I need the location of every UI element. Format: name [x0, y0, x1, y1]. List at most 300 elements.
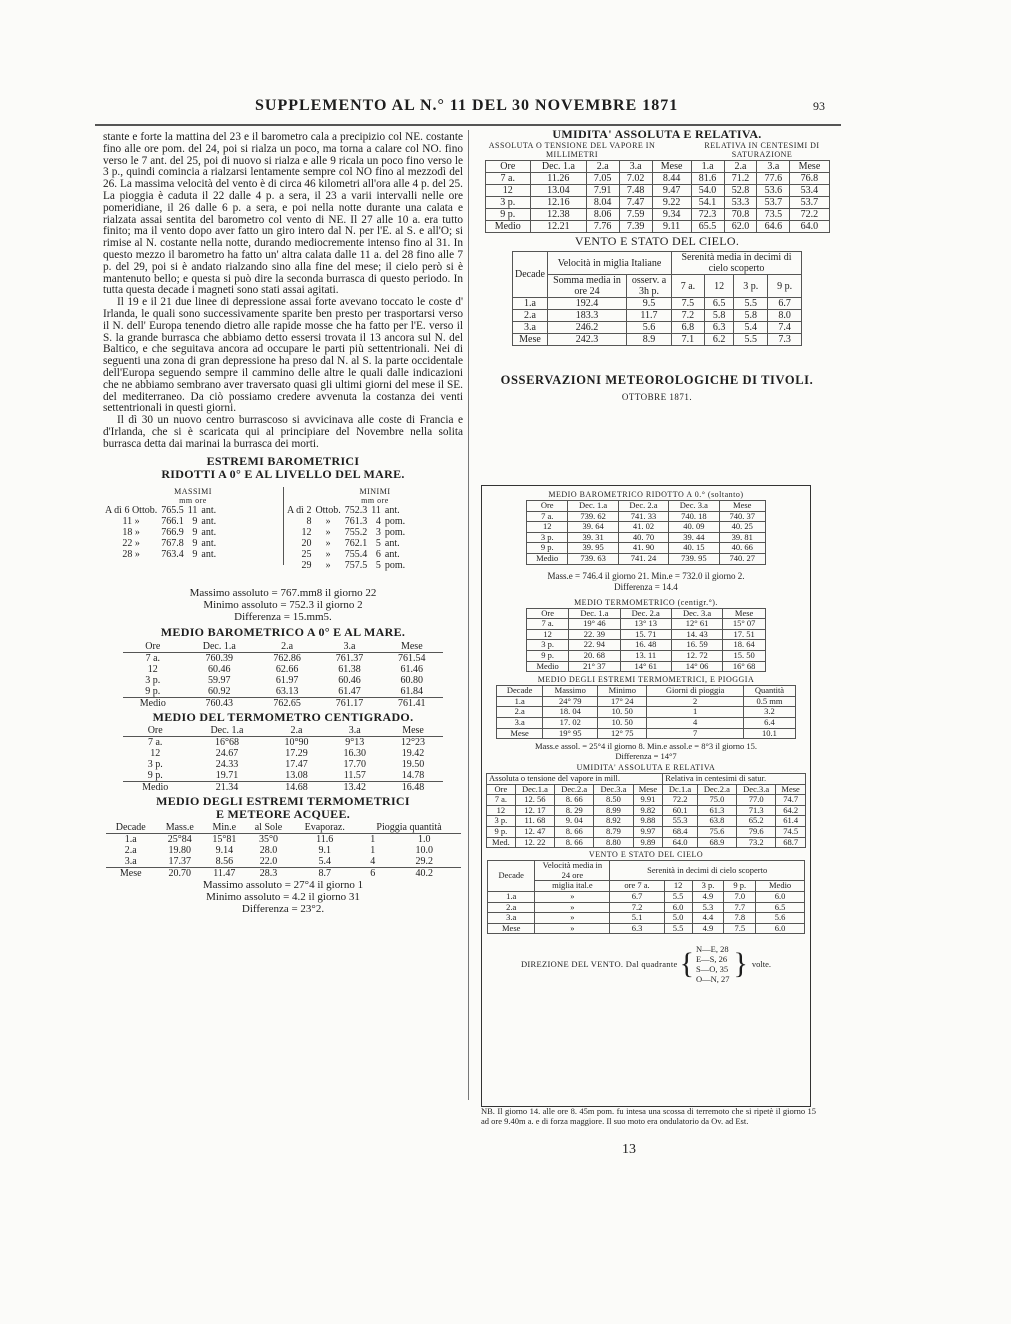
cell: 81.6	[691, 173, 724, 185]
cell: 757.5	[344, 559, 368, 571]
table-row	[485, 197, 829, 209]
cell: 6.7	[768, 298, 802, 310]
umidita-table	[485, 160, 830, 233]
cell: 8.92	[594, 816, 633, 827]
cell: 6	[370, 867, 376, 879]
cell: 5.6	[756, 913, 805, 924]
column-header: Dec. 2.a	[620, 608, 671, 619]
cell: 54.0	[691, 185, 724, 197]
cell: 8.44	[652, 173, 691, 185]
cell: 61.84	[400, 685, 424, 697]
cell: 2	[647, 696, 744, 707]
column-header: Dec.3.a	[594, 784, 633, 795]
cell: 74.7	[776, 795, 806, 806]
cell: 7 a.	[527, 511, 568, 522]
cell: 12	[527, 629, 569, 640]
summary-line: Mass.e = 746.4 il giorno 21. Min.e = 732.0 il giorno 2.	[547, 570, 745, 581]
cell: 9 p.	[145, 685, 161, 697]
tivoli-box	[481, 485, 811, 1107]
cell: 63.13	[275, 685, 299, 697]
cell: 7.3	[768, 334, 802, 346]
column-header: Min.e	[212, 821, 237, 833]
table-row	[527, 532, 766, 543]
cell: 10. 50	[598, 707, 647, 718]
cell: 9.5	[626, 298, 671, 310]
cell: 3.2	[743, 707, 795, 718]
cell: 9.88	[633, 816, 663, 827]
section-title: MEDIO DEL TERMOMETRO CENTIGRADO.	[152, 709, 414, 724]
cell: 8.56	[215, 855, 234, 867]
cell: 767.8	[161, 537, 184, 549]
cell: 21° 37	[569, 661, 620, 672]
cell: 5.5	[734, 298, 768, 310]
cell: Ottob.	[315, 504, 341, 516]
cell: pom.	[384, 515, 406, 527]
cell: 6.7	[610, 892, 664, 903]
tivoli-umidita-table	[486, 773, 806, 848]
cell: 11.47	[213, 867, 236, 879]
table-row	[285, 505, 407, 516]
table-row	[488, 913, 805, 924]
cell: 65.5	[691, 221, 724, 233]
table-row	[527, 661, 766, 672]
cell: 3.a	[497, 717, 543, 728]
cell: 20.70	[168, 867, 191, 879]
cell: 17.29	[285, 747, 308, 759]
cell: 77.6	[757, 173, 790, 185]
table-row	[106, 867, 461, 879]
cell: »	[535, 923, 610, 934]
cell: 25°84	[167, 833, 192, 845]
cell: 19.50	[401, 758, 425, 770]
cell: ant.	[201, 515, 217, 527]
column-header: Medio	[756, 881, 805, 892]
table-row	[527, 511, 766, 522]
table-row	[123, 675, 443, 686]
cell: 16. 59	[671, 640, 722, 651]
cell: 4	[375, 515, 381, 527]
cell: 6.5	[704, 298, 734, 310]
cell: Mese	[513, 334, 548, 346]
cell: 64.2	[776, 805, 806, 816]
cell: 11.57	[343, 769, 366, 781]
column-header: Dec. 1.a	[531, 161, 587, 173]
cell: »	[325, 559, 331, 571]
table-row	[103, 527, 218, 538]
cell: 740. 37	[719, 511, 765, 522]
table-row	[527, 640, 766, 651]
cell: 760.43	[205, 697, 233, 709]
table-row	[106, 833, 461, 845]
cell: 68.7	[776, 837, 806, 848]
cell: 761.3	[344, 515, 368, 527]
cell: 15. 71	[620, 629, 671, 640]
cell: 79.6	[737, 827, 776, 838]
cell: 53.7	[790, 197, 829, 209]
cell: 762.1	[344, 537, 368, 549]
cell: 12. 72	[671, 650, 722, 661]
cell: 12° 61	[671, 619, 722, 630]
cell: 7.39	[619, 221, 652, 233]
cell: 9.91	[633, 795, 663, 806]
column-header: Ore	[527, 501, 568, 512]
cell: 6.2	[704, 334, 734, 346]
cell: 9.22	[652, 197, 691, 209]
cell: 17.70	[343, 758, 367, 770]
cell: 13.04	[531, 185, 587, 197]
cell: 7.5	[724, 923, 756, 934]
cell: 7.48	[619, 185, 652, 197]
cell: 2.a	[497, 707, 543, 718]
cell: 741. 24	[618, 553, 668, 564]
cell: 752.3	[344, 504, 368, 516]
cell: 4.9	[692, 892, 724, 903]
month-label: OTTOBRE 1871.	[621, 392, 693, 402]
cell: 39. 44	[669, 532, 719, 543]
cell: 53.7	[757, 197, 790, 209]
cell: 16°68	[214, 736, 239, 748]
cell: 3.a	[124, 855, 137, 867]
cell: 7.76	[586, 221, 619, 233]
cell: 72.2	[663, 795, 697, 806]
cell: 11	[371, 504, 381, 516]
summary-line: Massimo assoluto = 27°4 il giorno 1	[202, 878, 364, 891]
cell: 11 »	[122, 515, 140, 527]
table-row	[527, 522, 766, 533]
cell: 7.59	[619, 209, 652, 221]
subheading: RELATIVA IN CENTESIMI DI SATURAZIONE	[704, 141, 820, 159]
cell: 61.97	[275, 674, 299, 686]
cell: pom.	[384, 559, 406, 571]
cell: 2.a	[124, 844, 137, 856]
column-header: Assoluta o tensione del vapore in mill.	[487, 774, 663, 785]
table-row	[487, 837, 806, 848]
cell: 3 p.	[527, 532, 568, 543]
cell: 53.4	[790, 185, 829, 197]
cell: 12	[487, 805, 516, 816]
cell: 19.42	[401, 747, 425, 759]
cell: 5.5	[734, 334, 768, 346]
table-row	[485, 185, 829, 197]
cell: 72.2	[790, 209, 829, 221]
cell: 9.82	[633, 805, 663, 816]
cell: 68.9	[697, 837, 736, 848]
column-header: Minimo	[598, 686, 647, 697]
subheading: ASSOLUTA O TENSIONE DEL VAPORE IN MILLIMETRI	[488, 141, 656, 159]
column-header: Mese	[402, 724, 424, 736]
table-row	[488, 892, 805, 903]
table-row	[285, 538, 407, 549]
wind-direction-suffix: volte.	[751, 959, 772, 970]
cell: 12	[150, 747, 161, 759]
cell: 59.97	[208, 674, 231, 686]
cell: 24.67	[215, 747, 239, 759]
wind-value: E—S, 26	[695, 954, 728, 965]
column-header: 2.a	[586, 161, 619, 173]
cell: »	[325, 537, 331, 549]
table-row	[285, 560, 407, 571]
table-row	[285, 527, 407, 538]
cell: 10. 50	[598, 717, 647, 728]
cell: 15. 50	[723, 650, 766, 661]
cell: 7 a.	[147, 736, 163, 748]
cell: 74.5	[776, 827, 806, 838]
wind-value: N—E, 28	[695, 944, 729, 955]
cell: 14. 43	[671, 629, 722, 640]
column-header: Giorni di pioggia	[647, 686, 744, 697]
left-column	[103, 132, 463, 915]
table-row	[487, 827, 806, 838]
cell: 9	[192, 526, 198, 538]
cell: 739. 95	[669, 553, 719, 564]
cell: »	[535, 902, 610, 913]
cell: 12°23	[401, 736, 426, 748]
brace-icon: {	[679, 947, 694, 981]
cell: ant.	[384, 537, 400, 549]
cell: »	[325, 548, 331, 560]
cell: 755.4	[344, 548, 368, 560]
table-row	[527, 650, 766, 661]
column-header: Mese	[776, 784, 806, 795]
cell: 8.80	[594, 837, 633, 848]
column-header: 2.a	[281, 640, 294, 652]
table-row	[488, 923, 805, 934]
column-header: Mese	[633, 784, 663, 795]
header-title: SUPPLEMENTO AL N.° 11 DEL 30 NOVEMBRE 1871	[255, 97, 679, 114]
column-header: 9 p.	[724, 881, 756, 892]
cell: 65.2	[737, 816, 776, 827]
column-header: al Sole	[254, 821, 283, 833]
cell: 71.2	[724, 173, 757, 185]
cell: 21.34	[215, 781, 239, 793]
cell: 5.5	[664, 892, 692, 903]
cell: 8.06	[586, 209, 619, 221]
cell: 242.3	[547, 334, 626, 346]
cell: 9 p.	[147, 769, 163, 781]
cell: 19.71	[215, 769, 239, 781]
section-title: ESTREMI BAROMETRICI	[206, 453, 360, 468]
cell: 8. 66	[555, 837, 594, 848]
column-header: Mese	[400, 640, 423, 652]
column-header: Ore	[485, 161, 531, 173]
column-header: Mese	[790, 161, 829, 173]
box-subtitle: UMIDITA' ASSOLUTA E RELATIVA	[576, 763, 716, 773]
section-title: VENTO E STATO DEL CIELO.	[574, 234, 740, 248]
cell: 5	[375, 537, 381, 549]
cell: Medio	[485, 221, 531, 233]
cell: 60.80	[400, 674, 424, 686]
cell: 76.8	[790, 173, 829, 185]
cell: 22. 94	[569, 640, 620, 651]
cell: 17. 51	[723, 629, 766, 640]
cell: 73.2	[737, 837, 776, 848]
column-header: 12	[704, 275, 734, 298]
cell: 62.0	[724, 221, 757, 233]
cell: 60.92	[208, 685, 231, 697]
column-divider	[468, 130, 469, 1100]
cell: 77.0	[737, 795, 776, 806]
column-header: Dec. 1.a	[569, 608, 620, 619]
cell: 11	[187, 504, 198, 516]
summary-line: Massimo assoluto = 767.mm8 il giorno 22	[189, 586, 377, 599]
table-row	[497, 707, 796, 718]
table-row	[123, 686, 443, 698]
cell: 15° 07	[723, 619, 766, 630]
cell: 28.3	[259, 867, 278, 879]
cell: 766.1	[161, 515, 184, 527]
cell: 6.3	[610, 923, 664, 934]
cell: ant.	[201, 537, 217, 549]
cell: 9 p.	[485, 209, 531, 221]
cell: 62.66	[275, 663, 299, 675]
cell: 7.05	[586, 173, 619, 185]
cell: 762.86	[273, 652, 301, 664]
cell: 8. 29	[555, 805, 594, 816]
cell: 761.17	[335, 697, 364, 709]
cell: 8.79	[594, 827, 633, 838]
cell: 9 p.	[487, 827, 516, 838]
column-header: Evaporaz.	[304, 821, 345, 833]
cell: 24.33	[215, 758, 239, 770]
cell: 5.4	[318, 855, 331, 867]
cell: 9 p.	[527, 543, 568, 554]
cell: 17° 24	[598, 696, 647, 707]
cell: 9. 04	[555, 816, 594, 827]
cell: 12.16	[531, 197, 587, 209]
wind-direction-values	[696, 944, 730, 984]
cell: A dì 6 Ottob.	[105, 504, 158, 516]
table-row	[487, 805, 806, 816]
cell: 61.46	[400, 663, 424, 675]
cell: 11.7	[626, 310, 671, 322]
cell: 6.3	[704, 322, 734, 334]
cell: 40. 70	[618, 532, 668, 543]
box-subtitle: MEDIO BAROMETRICO RIDOTTO A 0.° (soltanto)	[548, 490, 744, 499]
table-row	[485, 221, 829, 233]
estremi-termometrici-table	[106, 822, 461, 879]
cell: 55.3	[663, 816, 697, 827]
cell: 6.5	[756, 902, 805, 913]
cell: 11.26	[531, 173, 587, 185]
section-subtitle: RIDOTTI A 0° E AL LIVELLO DEL MARE.	[161, 466, 405, 481]
column-header: Decade	[513, 252, 548, 298]
cell: 12.38	[531, 209, 587, 221]
cell: 766.9	[161, 526, 184, 538]
cell: 28 »	[122, 548, 140, 560]
section-title: MEDIO DEGLI ESTREMI TERMOMETRICI	[156, 793, 410, 808]
cell: »	[535, 913, 610, 924]
cell: 9	[192, 515, 198, 527]
cell: 760.39	[205, 652, 233, 664]
cell: 5.6	[626, 322, 671, 334]
column-header: Ore	[487, 784, 516, 795]
cell: 39. 64	[568, 522, 618, 533]
cell: 6.8	[671, 322, 704, 334]
massimi-table	[103, 505, 218, 560]
summary-line: Differenza = 23°2.	[241, 902, 325, 915]
tivoli-baro-table	[526, 500, 766, 565]
cell: 5.0	[664, 913, 692, 924]
cell: Mese	[497, 728, 543, 739]
table-row	[123, 697, 443, 709]
cell: 16. 48	[620, 640, 671, 651]
column-header: Mese	[652, 161, 691, 173]
cell: 20. 68	[569, 650, 620, 661]
table-row	[487, 816, 806, 827]
table-row	[485, 209, 829, 221]
cell: Mese	[488, 923, 535, 934]
tivoli-estremi-table	[496, 685, 796, 739]
cell: 7.47	[619, 197, 652, 209]
table-row	[485, 173, 829, 185]
cell: 12. 22	[515, 837, 554, 848]
cell: 12	[485, 185, 531, 197]
cell: 18. 64	[723, 640, 766, 651]
cell: 19° 95	[543, 728, 598, 739]
cell: 39. 81	[719, 532, 765, 543]
cell: 3 p.	[145, 674, 161, 686]
cell: 19.80	[168, 844, 191, 856]
cell: 5.8	[734, 310, 768, 322]
cell: 11. 68	[515, 816, 554, 827]
cell: 7.7	[724, 902, 756, 913]
cell: 7.8	[724, 913, 756, 924]
column-header: Dc.1.a	[663, 784, 697, 795]
cell: 4.9	[692, 923, 724, 934]
column-header: Dec. 1.a	[568, 501, 618, 512]
cell: 61.3	[697, 805, 736, 816]
column-header: Decade	[115, 821, 146, 833]
cell: 8. 66	[555, 795, 594, 806]
cell: 5.4	[734, 322, 768, 334]
cell: 1.a	[124, 833, 137, 845]
tivoli-cielo-table	[487, 860, 805, 934]
cell: 61.47	[338, 685, 361, 697]
section-title: MEDIO BAROMETRICO A 0° E AL MARE.	[160, 624, 406, 639]
summary-line: Differenza = 14.4	[614, 581, 678, 592]
cell: 12	[301, 526, 312, 538]
cell: 8	[306, 515, 312, 527]
cell: 35°0	[258, 833, 278, 845]
cell: 7 a.	[145, 652, 161, 664]
page-number: 93	[813, 99, 825, 113]
column-header: Dec. 1.a	[210, 724, 244, 736]
unit-label: mm ore	[361, 495, 389, 505]
barometric-extremes	[103, 487, 463, 587]
cell: 0.5 mm	[743, 696, 795, 707]
column-header: 2.a	[724, 161, 757, 173]
table-row	[123, 759, 443, 770]
cell: 14° 06	[671, 661, 722, 672]
cell: 3 p.	[527, 640, 569, 651]
cell: 9.11	[652, 221, 691, 233]
tivoli-termo-table	[526, 608, 766, 673]
cell: Medio	[527, 553, 568, 564]
cell: 3	[375, 526, 381, 538]
cell: 1.0	[417, 833, 431, 845]
table-row	[123, 770, 443, 782]
cell: 18 »	[122, 526, 140, 538]
column-header: 1.a	[691, 161, 724, 173]
table-row	[123, 652, 443, 664]
cell: 41. 90	[618, 543, 668, 554]
cell: 5.3	[692, 902, 724, 913]
cell: 60.46	[208, 663, 231, 675]
cell: 60.1	[663, 805, 697, 816]
table-row	[123, 781, 443, 793]
medio-barometrico-table	[123, 641, 443, 709]
table-row	[103, 505, 218, 516]
